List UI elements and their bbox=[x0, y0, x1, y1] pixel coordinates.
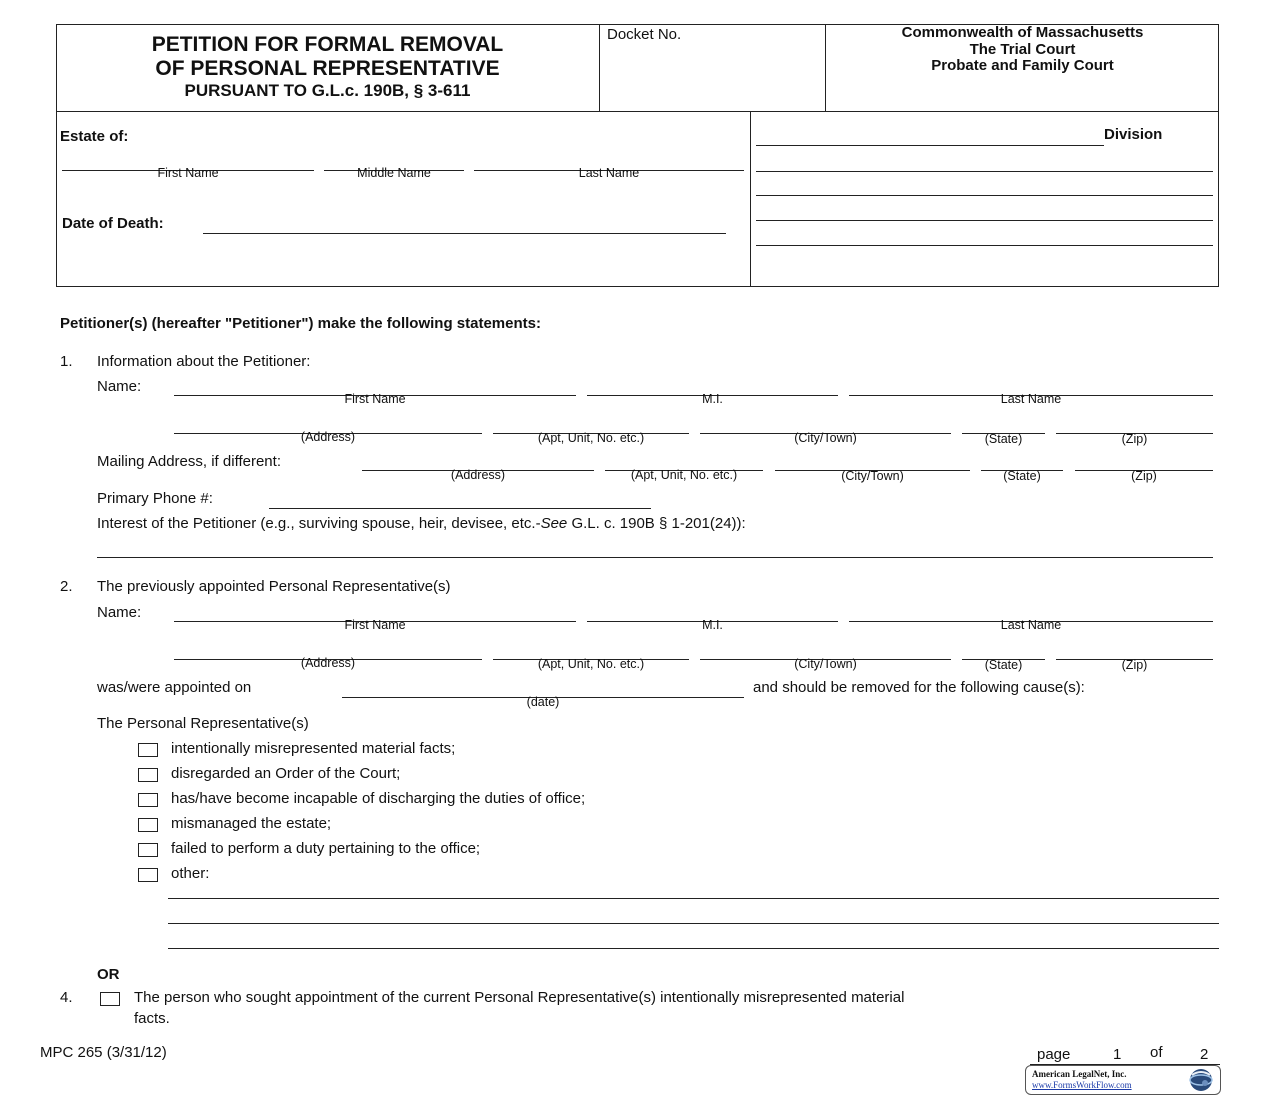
appointed-label: was/were appointed on bbox=[97, 679, 252, 696]
petitioner-city-caption: (City/Town) bbox=[794, 431, 857, 445]
mailing-address-label: Mailing Address, if different: bbox=[97, 453, 281, 470]
pr-name-label: Name: bbox=[97, 604, 142, 621]
pr-last-name-caption: Last Name bbox=[1000, 618, 1062, 632]
other-cause-field[interactable] bbox=[168, 898, 1219, 899]
section4-text-line1: The person who sought appointment of the current Personal Representative(s) intentionally misrepresented material bbox=[134, 989, 905, 1006]
cause-checkbox-misrepresented[interactable] bbox=[138, 743, 158, 757]
interest-field[interactable] bbox=[97, 557, 1213, 558]
court-name-line2: The Trial Court bbox=[969, 41, 1076, 58]
estate-divider bbox=[750, 111, 751, 287]
of-label: of bbox=[1150, 1044, 1163, 1061]
court-address-line[interactable] bbox=[756, 171, 1213, 172]
estate-middle-name-caption: Middle Name bbox=[357, 166, 431, 180]
section4-number: 4. bbox=[60, 989, 73, 1006]
cause-checkbox-incapable[interactable] bbox=[138, 793, 158, 807]
page-label: page bbox=[1037, 1046, 1071, 1063]
estate-first-name-caption: First Name bbox=[157, 166, 219, 180]
form-id: MPC 265 (3/31/12) bbox=[40, 1044, 167, 1061]
pr-first-name-caption: First Name bbox=[344, 618, 406, 632]
cause-label-incapable: has/have become incapable of discharging the duties of office; bbox=[171, 790, 586, 807]
other-cause-field[interactable] bbox=[168, 948, 1219, 949]
cause-checkbox-disregarded-order[interactable] bbox=[138, 768, 158, 782]
estate-last-name-caption: Last Name bbox=[578, 166, 640, 180]
cause-label-disregarded-order: disregarded an Order of the Court; bbox=[171, 765, 401, 782]
date-of-death-label: Date of Death: bbox=[62, 215, 164, 232]
form-title-line1: PETITION FOR FORMAL REMOVAL bbox=[151, 33, 504, 56]
header-divider bbox=[56, 111, 1219, 112]
date-of-death-field[interactable] bbox=[203, 233, 726, 234]
section2-number: 2. bbox=[60, 578, 73, 595]
mailing-state-caption: (State) bbox=[1003, 469, 1041, 483]
section1-number: 1. bbox=[60, 353, 73, 370]
petitioner-state-caption: (State) bbox=[984, 432, 1023, 446]
cause-checkbox-failed-duty[interactable] bbox=[138, 843, 158, 857]
globe-icon bbox=[1183, 1067, 1219, 1093]
petitioner-intro: Petitioner(s) (hereafter "Petitioner") make the following statements: bbox=[60, 315, 541, 332]
primary-phone-label: Primary Phone #: bbox=[97, 490, 213, 507]
pr-city-caption: (City/Town) bbox=[794, 657, 857, 671]
court-address-line[interactable] bbox=[756, 245, 1213, 246]
cause-checkbox-other[interactable] bbox=[138, 868, 158, 882]
mailing-apt-caption: (Apt, Unit, No. etc.) bbox=[630, 468, 738, 482]
cause-checkbox-mismanaged[interactable] bbox=[138, 818, 158, 832]
court-name-line3: Probate and Family Court bbox=[931, 57, 1114, 74]
estate-label: Estate of: bbox=[60, 128, 129, 145]
section1-heading: Information about the Petitioner: bbox=[97, 353, 311, 370]
removed-cause-label: and should be removed for the following cause(s): bbox=[753, 679, 1085, 696]
mailing-address-caption: (Address) bbox=[450, 468, 506, 482]
pr-causes-label: The Personal Representative(s) bbox=[97, 715, 309, 732]
section2-heading: The previously appointed Personal Representative(s) bbox=[97, 578, 451, 595]
petitioner-zip-caption: (Zip) bbox=[1121, 432, 1148, 446]
cause-label-misrepresented: intentionally misrepresented material facts; bbox=[171, 740, 456, 757]
mailing-zip-caption: (Zip) bbox=[1131, 469, 1157, 483]
section4-text-line2: facts. bbox=[134, 1010, 170, 1027]
or-label: OR bbox=[97, 966, 120, 983]
cause-label-other: other: bbox=[171, 865, 210, 882]
petitioner-address-caption: (Address) bbox=[300, 430, 356, 444]
pr-zip-caption: (Zip) bbox=[1121, 658, 1148, 672]
docket-label: Docket No. bbox=[607, 26, 682, 43]
interest-label: Interest of the Petitioner (e.g., surviving spouse, heir, devisee, etc.-See G.L. c. 190B § 1-201(24)): bbox=[97, 515, 746, 532]
petitioner-last-name-caption: Last Name bbox=[1000, 392, 1062, 406]
vendor-logo bbox=[1025, 1065, 1221, 1095]
pr-mi-caption: M.I. bbox=[702, 618, 723, 632]
pr-address-caption: (Address) bbox=[300, 656, 356, 670]
page-total: 2 bbox=[1200, 1046, 1209, 1063]
petitioner-name-label: Name: bbox=[97, 378, 142, 395]
court-name-line1: Commonwealth of Massachusetts bbox=[901, 24, 1144, 41]
court-address-line[interactable] bbox=[756, 220, 1213, 221]
pr-state-caption: (State) bbox=[984, 658, 1023, 672]
court-address-line[interactable] bbox=[756, 195, 1213, 196]
division-label: Division bbox=[1104, 126, 1163, 143]
appointment-date-caption: (date) bbox=[526, 695, 560, 709]
section4-checkbox[interactable] bbox=[100, 992, 120, 1006]
form-title-line2: OF PERSONAL REPRESENTATIVE bbox=[155, 57, 500, 80]
petitioner-first-name-caption: First Name bbox=[344, 392, 406, 406]
logo-url[interactable]: www.FormsWorkFlow.com bbox=[1032, 1080, 1132, 1090]
primary-phone-field[interactable] bbox=[269, 508, 651, 509]
page-number: 1 bbox=[1113, 1046, 1122, 1063]
mailing-city-caption: (City/Town) bbox=[841, 469, 904, 483]
division-field[interactable] bbox=[756, 145, 1104, 146]
other-cause-field[interactable] bbox=[168, 923, 1219, 924]
petitioner-apt-caption: (Apt, Unit, No. etc.) bbox=[537, 431, 645, 445]
petitioner-mi-caption: M.I. bbox=[702, 392, 723, 406]
cause-label-mismanaged: mismanaged the estate; bbox=[171, 815, 332, 832]
header-divider bbox=[599, 24, 600, 112]
pr-apt-caption: (Apt, Unit, No. etc.) bbox=[537, 657, 645, 671]
cause-label-failed-duty: failed to perform a duty pertaining to the office; bbox=[171, 840, 481, 857]
logo-company: American LegalNet, Inc. bbox=[1032, 1069, 1127, 1079]
form-subtitle: PURSUANT TO G.L.c. 190B, § 3-611 bbox=[184, 81, 471, 100]
